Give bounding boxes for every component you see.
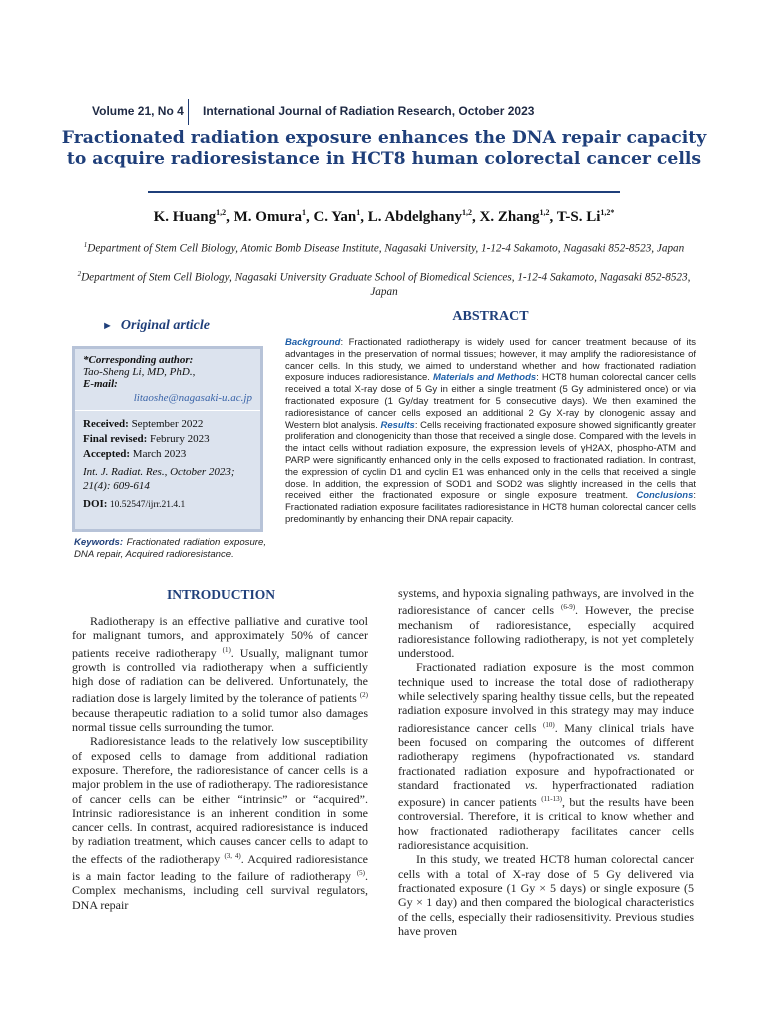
citation-ref[interactable]: (5) xyxy=(356,869,365,878)
email-link[interactable]: litaoshe@nagasaki-u.ac.jp xyxy=(133,392,252,404)
text: , but the results have been controversial. Therefore, it is critical to know whether and how fractionated radiotherapy facilitates cancer cells radioresistance acquisition. xyxy=(398,795,694,853)
author-affiliation-mark: 1,2 xyxy=(461,208,472,217)
text: . Complex mechanisms, including cell survival regulators, DNA repair xyxy=(72,869,368,912)
affiliation-mark: 1 xyxy=(83,241,88,249)
author-affiliation-mark: 1,2 xyxy=(216,208,227,217)
affiliation-text: Department of Stem Cell Biology, Nagasaki University Graduate School of Biomedical Sciences, 1-12-4 Sakamoto, Nagasaki 852-8523, Japan xyxy=(81,271,691,299)
corresponding-name: Tao-Sheng Li, MD, PhD., xyxy=(83,366,196,378)
author: T-S. Li xyxy=(556,209,601,225)
citation-ref[interactable]: (2) xyxy=(359,691,368,700)
abstract-background-label: Background xyxy=(285,337,341,348)
abstract-results: : Cells receiving fractionated exposure showed significantly greater proliferation and clonogenicity than those that received a single dose. Compared with the levels in the intact cells without radiation exposure, the expression levels of γH2AX, phospho-ATM and PARP were significantly enhanced only in the cells exposed to fractionated radiation. In contrast, the expression of cyclin D1 and cyclin E1 was enhanced only in the cells that received a single dose. In addition, the expression of SOD1 and SOD2 was slightly increased in the cells that received either the fractionated exposure or single exposure treatment. xyxy=(285,419,696,502)
text: . Many clinical trials have been focused on comparing the outcomes of different radiotherapy regimens (hypofractionated xyxy=(398,720,694,764)
text: Radiotherapy is an effective palliative and curative tool for malignant tumors, and approximately 50% of cancer patients receive radiotherapy xyxy=(72,614,368,660)
triangle-right-icon: ► xyxy=(102,320,113,332)
author-affiliation-mark: 1,2 xyxy=(539,208,550,217)
accepted-row xyxy=(83,447,252,462)
revised-row xyxy=(83,432,252,447)
doi-label: DOI: xyxy=(83,498,108,510)
keywords xyxy=(74,537,266,560)
text: systems, and hypoxia signaling pathways, are involved in the radioresistance of cancer cells xyxy=(398,586,694,618)
citation: Int. J. Radiat. Res., October 2023; 21(4): 609-614 xyxy=(83,466,235,492)
paragraph xyxy=(398,586,694,660)
revised-date: Februry 2023 xyxy=(150,433,210,445)
text: vs. xyxy=(524,777,538,792)
journal-name: International Journal of Radiation Research, October 2023 xyxy=(203,104,535,118)
author-affiliation-mark: 1,2* xyxy=(600,208,615,217)
text: hyperfractionated radiation exposure) in cancer patients xyxy=(398,777,694,810)
abstract-conclusions: : Fractionated radiation exposure facilitates radioresistance in HCT8 human colorectal cancer cells predominantly by enhancing their DNA repair capacity. xyxy=(285,490,696,525)
author: X. Zhang xyxy=(479,209,540,225)
article-type xyxy=(102,318,210,334)
received-label: Received: xyxy=(83,418,129,430)
volume-issue: Volume 21, No 4 xyxy=(92,104,184,118)
citation-ref[interactable]: (10) xyxy=(543,720,555,729)
paragraph xyxy=(72,734,368,912)
author-affiliation-mark: 1 xyxy=(301,208,306,217)
affiliation-text: Department of Stem Cell Biology, Atomic Bomb Disease Institute, Nagasaki University, 1-12-4 Sakamoto, Nagasaki 852-8523, Japan xyxy=(87,242,685,255)
text: vs. xyxy=(627,749,641,764)
corresponding-author-box xyxy=(72,346,263,532)
received-date: September 2022 xyxy=(131,418,204,430)
text: . Usually, malignant tumor growth is controlled via radiotherapy when a sufficiently high dose of radiation can be delivered. Unfortunately, the radiation dose is largely limited by the tolerance of patients xyxy=(72,645,368,706)
author: C. Yan xyxy=(313,209,357,225)
affiliation-mark: 2 xyxy=(77,270,82,278)
abstract-methods-label: Materials and Methods xyxy=(432,372,537,384)
text: . However, the precise mechanism of radioresistance, especially acquired radioresistance following radiotherapy, is not yet completely understood. xyxy=(398,603,694,661)
text: because therapeutic radiation to a solid tumor also damages normal tissue cells surrounding the tumor. xyxy=(72,705,368,735)
citation-ref[interactable]: (6-9) xyxy=(561,603,576,612)
paragraph: In this study, we treated HCT8 human colorectal cancer cells with a total of X-ray dose of 5 Gy delivered via fractionated exposure (1 Gy × 5 days) or single exposure (5 Gy × 1 day) and then compared the biological characteristics of the cells, especially their radiosensitivity. Previous studies have proven xyxy=(398,852,694,938)
doi-row xyxy=(83,498,252,510)
body-column-left xyxy=(72,614,368,912)
abstract-methods: : HCT8 human colorectal cancer cells received a total X-ray dose of 5 Gy in either a single treatment (5 Gy administered once) or via fractionated exposure (1 Gy/day treatment for 5 consecutive days). We then examined the radioresistance of cancer cells exposed an additional 2 Gy X-ray by clonogenic assay and Western blot analysis. xyxy=(285,372,696,431)
abstract-background: : Fractionated radiotherapy is widely used for cancer treatment because of its advantages in the preservation of normal tissues; however, it may amplify the radioresistance of cancer cells. In this study, we aimed to understand whether and how fractionated radiation exposure induces radioresistance. xyxy=(285,337,696,384)
paragraph xyxy=(72,614,368,734)
affiliation-2 xyxy=(70,267,698,300)
received-row xyxy=(83,417,252,432)
corresponding-label: *Corresponding author: xyxy=(83,354,194,366)
keywords-label: Keywords: xyxy=(74,537,124,548)
paper-title: Fractionated radiation exposure enhances the DNA repair capacity to acquire radioresistance in HCT8 human colorectal cancer cells xyxy=(61,128,707,169)
article-type-label: Original article xyxy=(120,318,210,333)
author: M. Omura xyxy=(233,209,302,225)
paragraph xyxy=(398,660,694,852)
citation-ref[interactable]: (3, 4) xyxy=(224,851,241,860)
abstract-heading: ABSTRACT xyxy=(452,309,529,324)
text: Radioresistance leads to the relatively low susceptibility of exposed cells to damage from additional radiation exposure. Therefore, the radioresistance of cancer cells is a major problem in the use of radiotherapy. The radioresistance of cancer cells can be either “intrinsic” or “acquired”. Intrinsic radioresistance is an inherent condition in some cancer cells. In contrast, acquired radioresistance is induced by radiation treatment, which causes cancer cells to adapt to the effects of the radiotherapy xyxy=(72,734,368,866)
citation-ref[interactable]: (1) xyxy=(222,645,231,654)
box-divider xyxy=(75,410,260,411)
affiliation-1 xyxy=(70,238,698,256)
text: standard fractionated radiation exposure and hypofractionated or standard fractionated xyxy=(398,749,695,792)
abstract-results-label: Results xyxy=(380,419,415,431)
citation-ref[interactable]: (11-13) xyxy=(541,795,562,804)
author-list: K. Huang$^{1,2}$, M. Omura$^1$, C. Yan$^1$, L. Abdelghany$^{1,2}$, X. Zhang$^{1,2}$, T-S. $Li^{1,2*}$ xyxy=(153,208,615,225)
text: . Acquired radioresistance is a main factor leading to the failure of radiotherapy xyxy=(72,851,368,884)
email-label: E-mail: xyxy=(83,378,118,390)
header-divider xyxy=(188,99,189,125)
abstract-body xyxy=(285,337,696,526)
author-affiliation-mark: 1 xyxy=(356,208,361,217)
abstract-conclusions-label: Conclusions xyxy=(636,490,694,502)
keywords-text: Fractionated radiation exposure, DNA repair, Acquired radioresistance. xyxy=(74,537,266,560)
body-column-right xyxy=(398,586,694,938)
title-divider xyxy=(148,191,620,193)
introduction-heading: INTRODUCTION xyxy=(166,587,275,602)
author: L. Abdelghany xyxy=(367,209,462,225)
accepted-date: March 2023 xyxy=(132,448,187,460)
text: Fractionated radiation exposure is the most common technique used to increase the total dose of radiotherapy while selectively sparing healthy tissue cells, but the repeated radiation exposure involved in this strategy may may induce radioresistance cancer cells xyxy=(398,660,694,735)
author: K. Huang xyxy=(153,209,217,225)
doi-value[interactable]: 10.52547/ijrr.21.4.1 xyxy=(109,500,186,510)
accepted-label: Accepted: xyxy=(83,448,131,460)
revised-label: Final revised: xyxy=(83,433,148,445)
